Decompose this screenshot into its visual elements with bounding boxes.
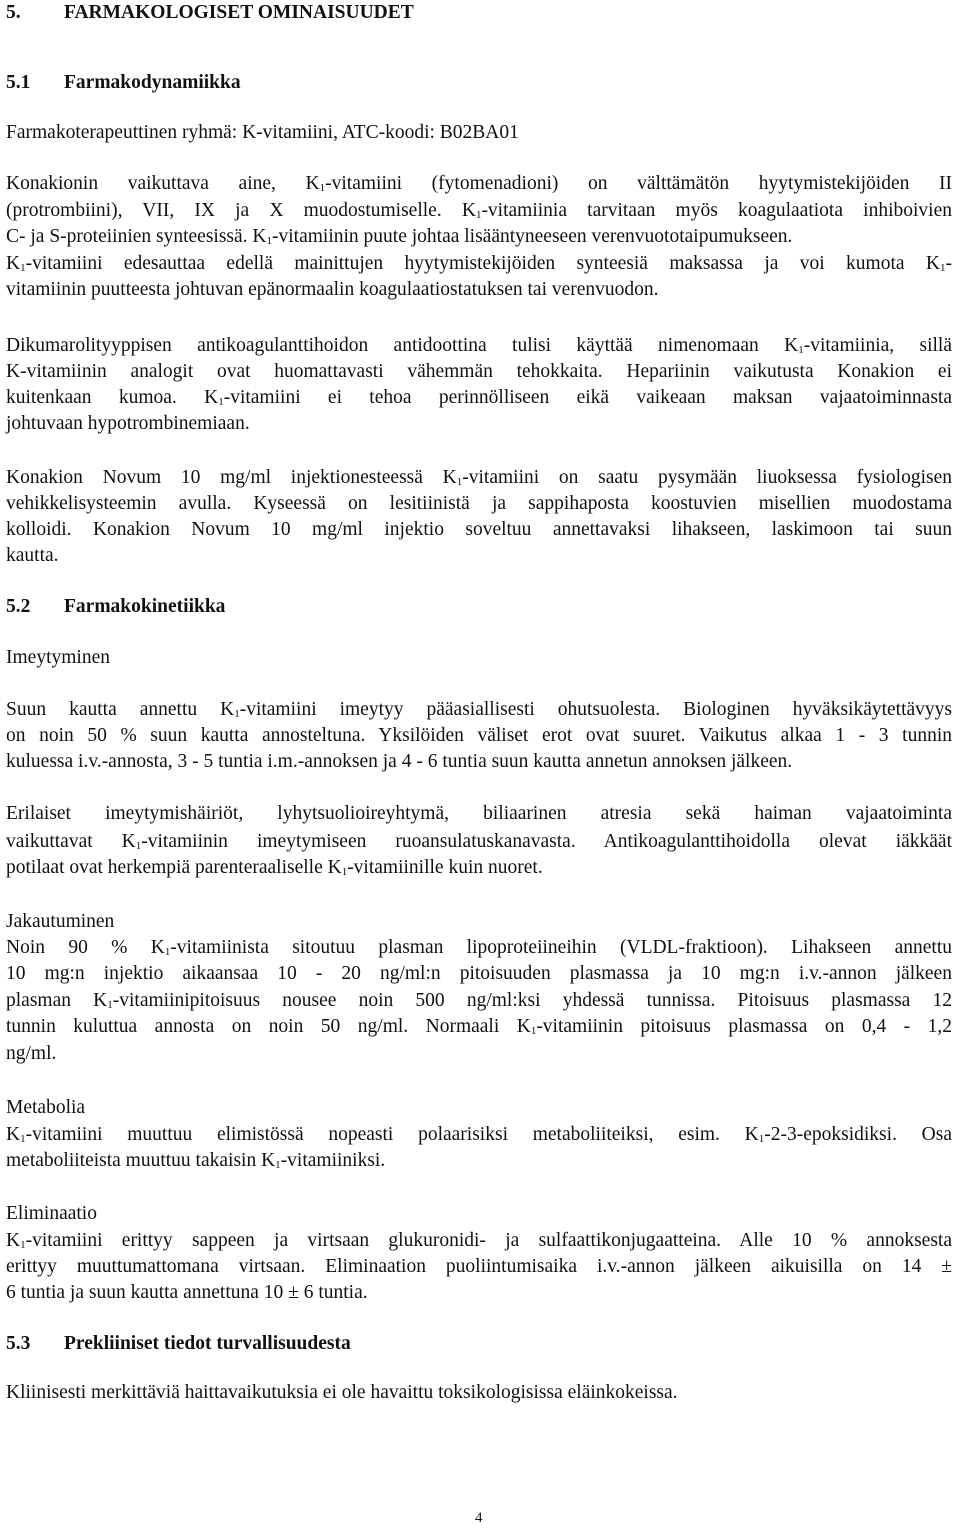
- subscript: 1: [319, 182, 326, 194]
- subscript: 1: [20, 1133, 26, 1145]
- text-line: Suun kautta annettu $K_1$-vitamiini imeytyy pääasiallisesti ohutsuolesta. Biologinen hyväksikäytettävyys: [6, 699, 953, 720]
- text-line: kolloidi. Konakion Novum 10 mg/ml injektio soveltuu annettavaksi lihakseen, laskimoon tai suun: [6, 519, 952, 540]
- text-line: Konakion Novum 10 mg/ml injektionesteessä $K_1$-vitamiini on saatu pysymään liuoksessa fysiologisen: [6, 467, 952, 488]
- subscript: 1: [275, 1159, 281, 1171]
- subscript: 1: [798, 344, 804, 356]
- text-line: Jakautuminen: [6, 911, 115, 932]
- subscript: 1: [341, 866, 348, 878]
- text-line: plasman $K_1$-vitamiinipitoisuus nousee noin 500 ng/ml:ksi yhdessä tunnissa. Pitoisuus plasmassa 12: [6, 990, 952, 1011]
- text-line: johtuvaan hypotrombinemiaan.: [6, 413, 250, 434]
- subscript: 1: [475, 209, 482, 221]
- subscript: 1: [530, 1025, 537, 1037]
- subscript: 1: [20, 262, 26, 274]
- text-line: vehikkelisysteemin avulla. Kyseessä on lesitiinistä ja sappihaposta koostuvien misellien muodostama: [6, 493, 952, 514]
- text-line: vitamiinin puutteesta johtuvan epänormaalin koagulaatiostatuksen tai verenvuodon.: [6, 279, 659, 300]
- subscript: 1: [20, 1239, 26, 1251]
- text-line: Konakionin vaikuttava aine, $K_1$-vitamiini (fytomenadioni) on välttämätön hyytymistekijöiden II: [6, 173, 953, 194]
- section-number: 5.2: [6, 596, 31, 617]
- subscript: 1: [758, 1133, 765, 1145]
- text-line: Noin 90 % $K_1$-vitamiinista sitoutuu plasman lipoproteiineihin (VLDL-fraktioon). Lihakseen annettu: [6, 937, 952, 958]
- text-line: ng/ml.: [6, 1043, 57, 1064]
- text-line: Imeytyminen: [6, 647, 110, 668]
- page-number: 4: [475, 1510, 483, 1526]
- text-line: tunnin kuluttua annosta on noin 50 ng/ml. Normaali $K_1$-vitamiinin pitoisuus plasmassa on 0,4 - 1,2: [6, 1016, 953, 1037]
- section-heading: 5.2 Farmakokinetiikka: [6, 594, 225, 621]
- text-line: Farmakoterapeuttinen ryhmä: K-vitamiini, ATC-koodi: B02BA01: [6, 122, 519, 143]
- text-line: Erilaiset imeytymishäiriöt, lyhytsuolioireyhtymä, biliaarinen atresia sekä haiman vajaatoiminta: [6, 803, 952, 824]
- subscript: 1: [940, 262, 946, 274]
- subscript: 1: [218, 396, 224, 408]
- text-line: kuluessa i.v.-annosta, 3 - 5 tuntia i.m.-annoksen ja 4 - 6 tuntia suun kautta annetun annoksen jälkeen.: [6, 751, 793, 772]
- text-line: kuitenkaan kumoa. $K_1$-vitamiini ei tehoa perinnölliseen eikä vaikeaan maksan vajaatoiminnasta: [6, 387, 952, 408]
- text-line: erittyy muuttumattomana virtsaan. Eliminaation puoliintumisaika i.v.-annon jälkeen aikuisilla on 14 ±: [6, 1256, 952, 1277]
- section-number: 5.1: [6, 72, 31, 93]
- subscript: 1: [266, 235, 272, 247]
- text-line: Eliminaatio: [6, 1203, 97, 1224]
- text-line: $K_1$-vitamiini muuttuu elimistössä nopeasti polaarisiksi metaboliiteiksi, esim. $K_1-2-3$-epoksidiksi. Osa: [6, 1124, 952, 1145]
- subscript: 1: [456, 476, 463, 488]
- text-line: Metabolia: [6, 1097, 86, 1118]
- section-heading: 5.1 Farmakodynamiikka: [6, 70, 241, 97]
- section-number: 5.3: [6, 1333, 31, 1354]
- section-heading: 5. FARMAKOLOGISET OMINAISUUDET: [6, 0, 414, 27]
- text-line: on noin 50 % suun kautta annosteltuna. Yksilöiden väliset erot ovat suuret. Vaikutus alkaa 1 - 3 tunnin: [6, 725, 952, 746]
- text-line: Dikumarolityyppisen antikoagulanttihoidon antidoottina tulisi käyttää nimenomaan $K_1$-vitamiinia, sillä: [6, 335, 952, 356]
- text-line: $K_1$-vitamiini edesauttaa edellä mainittujen hyytymistekijöiden synteesiä maksassa ja voi kumota $K_1-$: [6, 253, 952, 274]
- subscript: 1: [107, 999, 113, 1011]
- section-number: 5.: [6, 2, 21, 23]
- text-line: Kliinisesti merkittäviä haittavaikutuksia ei ole havaittu toksikologisissa eläinkokeissa.: [6, 1382, 678, 1403]
- section-heading: 5.3 Prekliiniset tiedot turvallisuudesta: [6, 1331, 351, 1358]
- text-line: 6 tuntia ja suun kautta annettuna 10 ± 6 tuntia.: [6, 1282, 368, 1303]
- text-line: 10 mg:n injektio aikaansaa 10 - 20 ng/ml:n pitoisuuden plasmassa ja 10 mg:n i.v.-annon jälkeen: [6, 963, 952, 984]
- text-line: $K_1$-vitamiini erittyy sappeen ja virtsaan glukuronidi- ja sulfaattikonjugaatteina. Alle 10 % annoksesta: [6, 1230, 952, 1251]
- text-line: K-vitamiinin analogit ovat huomattavasti vähemmän tehokkaita. Hepariinin vaikutusta Konakion ei: [6, 361, 952, 382]
- subscript: 1: [135, 840, 142, 852]
- text-line: metaboliiteista muuttuu takaisin $K_1$-vitamiiniksi.: [6, 1150, 386, 1171]
- text-line: potilaat ovat herkempiä parenteraaliselle $K_1$-vitamiinille kuin nuoret.: [6, 857, 543, 878]
- subscript: 1: [234, 708, 240, 720]
- text-line: vaikuttavat $K_1$-vitamiinin imeytymiseen ruoansulatuskanavasta. Antikoagulanttihoidolla olevat iäkkäät: [6, 831, 953, 852]
- text-line: C- ja S-proteiinien synteesissä. $K_1$-vitamiinin puute johtaa lisääntyneeseen verenvuototaipumukseen.: [6, 226, 793, 247]
- text-line: kautta.: [6, 545, 59, 566]
- subscript: 1: [164, 946, 171, 958]
- text-line: (protrombiini), VII, IX ja X muodostumiselle. $K_1$-vitamiinia tarvitaan myös koagulaatiota inhiboivien: [6, 200, 952, 221]
